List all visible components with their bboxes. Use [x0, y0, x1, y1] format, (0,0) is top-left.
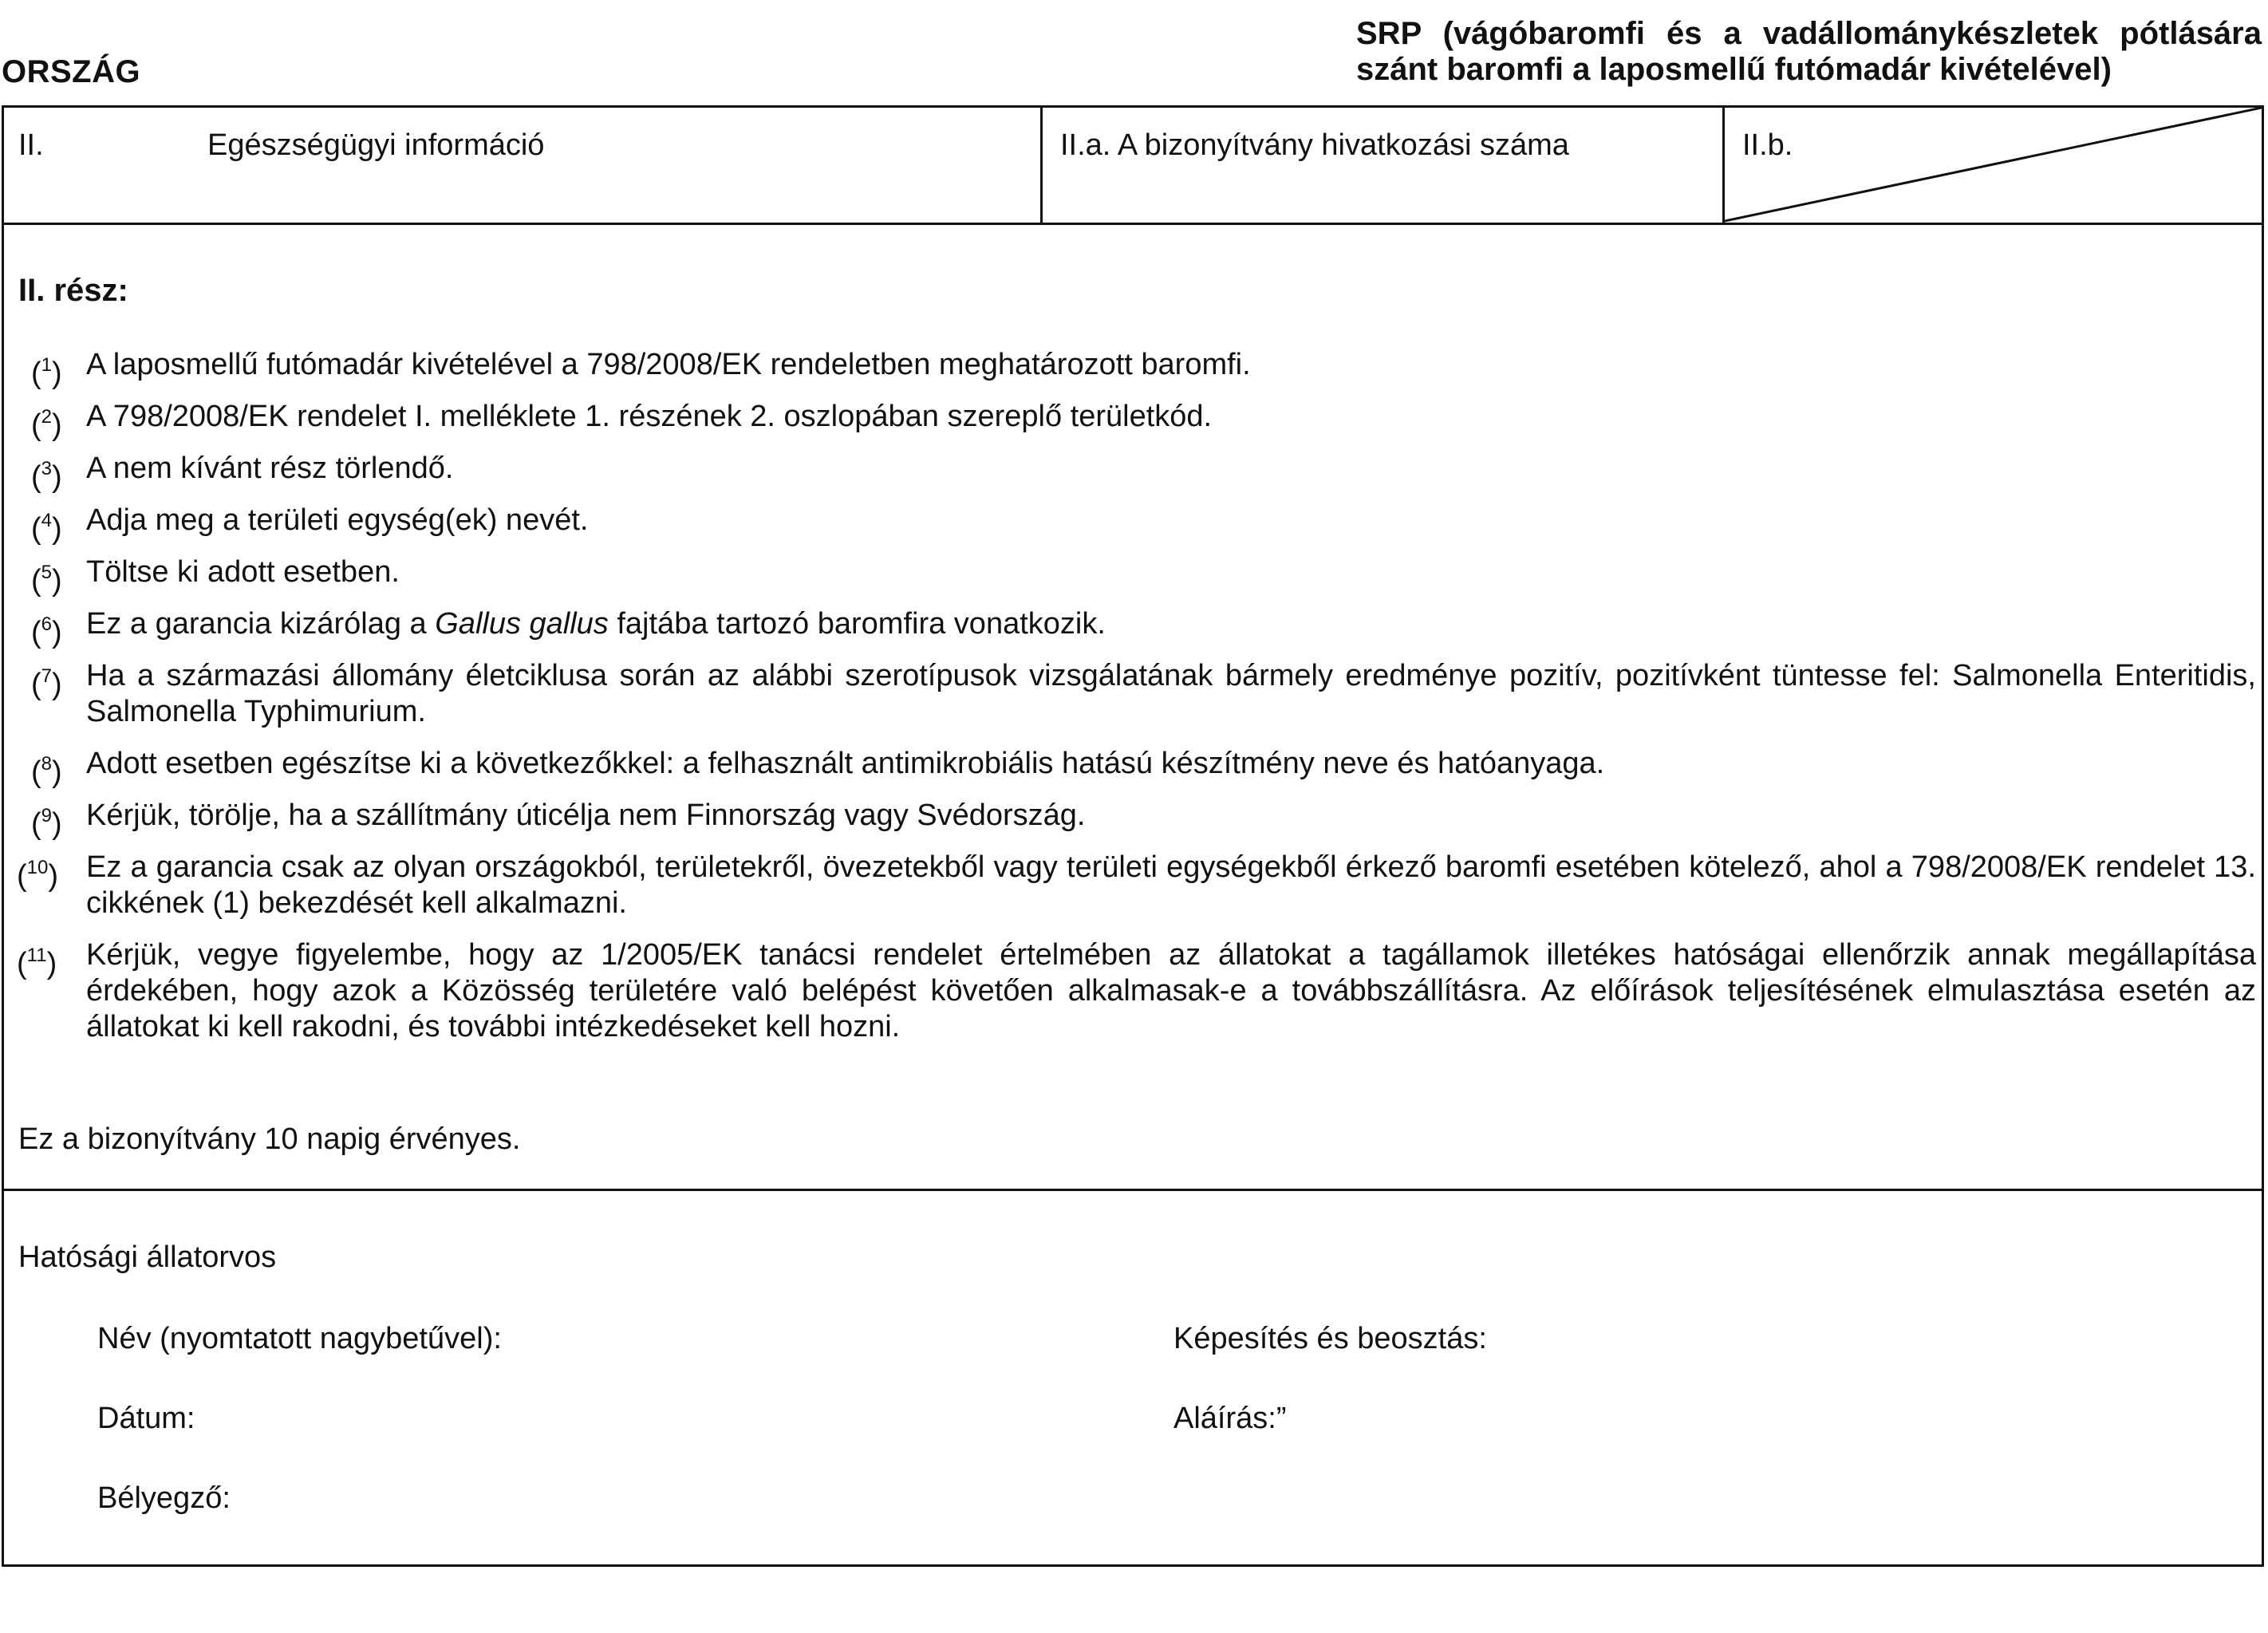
name-label: Név (nyomtatott nagybetűvel): — [97, 1322, 502, 1355]
note-text: A 798/2008/EK rendelet I. melléklete 1. részének 2. oszlopában szereplő területkód. — [86, 400, 1213, 433]
reference-label: II.a. A bizonyítvány hivatkozási száma — [1060, 128, 1569, 162]
note-number: ($^2$) — [31, 406, 62, 442]
country-label: ORSZÁG — [2, 54, 141, 89]
note-item — [4, 798, 2266, 841]
note-number: ($^4$) — [31, 510, 62, 546]
note-number: ($^{11}$) — [17, 945, 57, 980]
section-cell — [4, 108, 1043, 223]
model-title: SRP (vágóbaromfi és a vadállománykészletek pótlására szánt baromfi a laposmellű futómadár kivételével) — [1356, 16, 2262, 87]
signature-label: Aláírás:” — [1173, 1402, 1287, 1435]
note-text: Adja meg a területi egység(ek) nevét. — [86, 503, 589, 537]
note-item — [4, 503, 2266, 546]
section-title: Egészségügyi információ — [207, 128, 545, 162]
note-item — [4, 347, 2266, 390]
qualification-label: Képesítés és beosztás: — [1173, 1322, 1487, 1355]
note-number: ($^{10}$) — [17, 857, 59, 893]
note-text: Töltse ki adott esetben. — [86, 555, 400, 589]
note-item — [4, 451, 2266, 494]
note-text: Ez a garancia kizárólag a Gallus gallus fajtába tartozó baromfira vonatkozik. — [86, 607, 1106, 641]
note-number: ($^3$) — [31, 458, 62, 494]
official-vet-label: Hatósági állatorvos — [18, 1241, 277, 1274]
note-number: ($^1$) — [31, 354, 62, 390]
note-text: A laposmellű futómadár kivételével a 798/2008/EK rendeletben meghatározott baromfi. — [86, 348, 1251, 381]
note-number: ($^6$) — [31, 613, 62, 649]
validity-statement: Ez a bizonyítvány 10 napig érvényes. — [18, 1122, 521, 1156]
note-text: Adott esetben egészítse ki a következőkkel: a felhasznált antimikrobiális hatású készítmény neve és hatóanyaga. — [86, 747, 1605, 780]
table-header-row — [4, 108, 2262, 225]
note-item — [4, 746, 2266, 789]
date-label: Dátum: — [97, 1402, 195, 1435]
note-text: A nem kívánt rész törlendő. — [86, 452, 454, 485]
certificate-frame — [2, 105, 2264, 1567]
note-text: Kérjük, vegye figyelembe, hogy az 1/2005/EK tanácsi rendelet értelmében az állatokat a tagállamok illetékes hatóságai ellenőrzik annak megállapítása érdekében, hogy azok a Közösség területére való belépést követően alkalmasak-e a továbbszállításra. Az előírások teljesítésének elmulasztása esetén az állatokat ki kell rakodni, és további intézkedéseket kell hozni. — [86, 938, 2256, 1043]
note-item — [4, 850, 2266, 921]
note-item — [4, 554, 2266, 598]
species-name: Gallus gallus — [435, 607, 609, 641]
note-item — [4, 606, 2266, 649]
stamp-label: Bélyegző: — [97, 1481, 231, 1515]
reference-cell — [1043, 108, 1725, 223]
note-item — [4, 399, 2266, 442]
note-text: Kérjük, törölje, ha a szállítmány úticélja nem Finnország vagy Svédország. — [86, 799, 1086, 832]
note-text: Ez a garancia csak az olyan országokból, területekről, övezetekből vagy területi egységekből érkező baromfi esetében kötelező, ahol a 798/2008/EK rendelet 13. cikkének (1) bekezdését kell alkalmazni. — [86, 850, 2256, 920]
section-number: II. — [18, 128, 44, 162]
diagonal-line — [1725, 108, 2262, 223]
iib-label: II.b. — [1742, 128, 1793, 162]
note-item — [4, 937, 2266, 1045]
part-title: II. rész: — [18, 273, 128, 308]
note-number: ($^8$) — [31, 753, 62, 789]
note-item — [4, 658, 2266, 730]
notes-list — [4, 347, 2266, 1061]
note-number: ($^7$) — [31, 665, 62, 701]
note-text: Ha a származási állomány életciklusa során az alábbi szerotípusok vizsgálatának bármely eredménye pozitív, pozitívként tüntesse fel: Salmonella Enteritidis, Salmonella Typhimurium. — [86, 659, 2256, 728]
iib-cell — [1725, 108, 2262, 223]
note-number: ($^9$) — [31, 805, 62, 841]
note-number: ($^5$) — [31, 562, 62, 598]
section-divider — [4, 1189, 2262, 1191]
